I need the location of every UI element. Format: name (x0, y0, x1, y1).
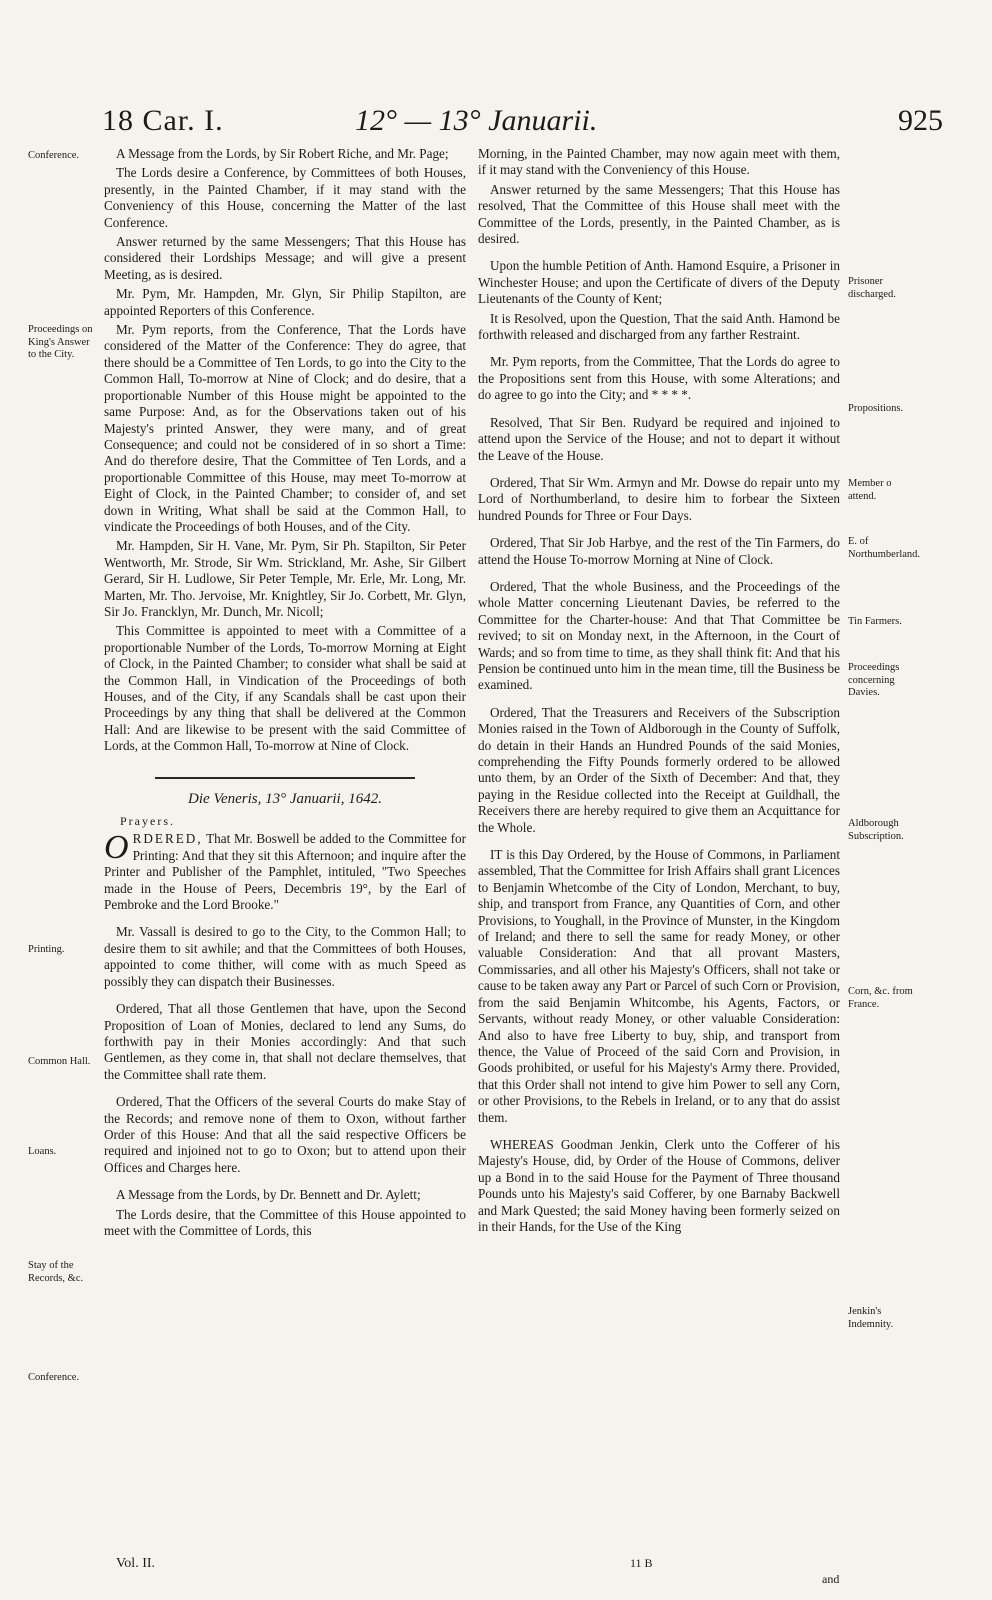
left-column (104, 146, 466, 1242)
paragraph: IT is this Day Ordered, by the House of Commons, in Parliament assembled, That the Committee for Irish Affairs shall grant Licences to Benjamin Whetcombe of the City of London, Merchant, to buy, ship, and transport from France, any Quantities of Corn, and other Provisions, to Youghall, in the Province of Munster, in the Kingdom of Ireland; and there to sell the same for ready Money, or other valuable Consideration: And that all provant Masters, Commissaries, and all other his Majesty's Officers, shall not take or cause to be taken away any Part or Parcel of such Corn or Provision, from the said Benjamin Whitcombe, his Agents, Factors, or Servants, without ready Money, or other valuable Consideration: And also to have free Liberty to buy, ship, and transport from thence, the Value of Proceed of the said Corn and Provision, in Goods prohibited, or useful for his Majesty's Army there. Provided, that this Order shall not intend to give him Power to sell any Corn, or other Provisions, to the Rebels in Ireland, or to any that do assist them. (478, 847, 840, 1125)
margin-note-loans: Loans. (28, 1146, 57, 1157)
paragraph: It is Resolved, upon the Question, That the said Anth. Hamond be forthwith released and discharged from any farther Restraint. (478, 310, 840, 343)
margin-note-stay-of-records: Stay of the Records, &c. (28, 1260, 84, 1284)
margin-note-northumberland: E. of Northumberland. (848, 536, 921, 560)
margin-note-propositions: Propositions. (848, 403, 904, 414)
paragraph: WHEREAS Goodman Jenkin, Clerk unto the Cofferer of his Majesty's House, did, by Order of the House of Commons, deliver up a Bond in to the said House for the Payment of Three thousand Pounds unto his Majesty's said Cofferer, by one Barnaby Backwell and Mark Quested; the said Money having been formerly seized on in their Hands, for the Use of the King (478, 1136, 840, 1234)
page-number: 925 (898, 104, 943, 137)
running-head-dates: 12° — 13° Januarii. (355, 104, 598, 137)
paragraph: Mr. Hampden, Sir H. Vane, Mr. Pym, Sir Ph. Stapilton, Sir Peter Wentworth, Mr. Strode, Sir Wm. Strickland, Mr. Ashe, Sir Gilbert Gerard, Sir H. Ludlowe, Sir Peter Temple, Mr. Erle, Mr. Long, Mr. Marten, Mr. Tho. Jervoise, Mr. Knightley, Sir Jo. Corbett, Mr. Glyn, Sir Jo. Francklyn, Mr. Dunch, Mr. Nicoll; (104, 538, 466, 619)
paragraph: Ordered, That the whole Business, and the Proceedings of the whole Matter concerning Lieutenant Davies, be referred to the Committee for the Charter-house: And that That Committee be revived; to sit on Monday next, in the Afternoon, in the Court of Wards; and so from time to time, as they shall think fit: And that his Pension be continued unto him in the mean time, till the Business be examined. (478, 578, 840, 693)
margin-note-jenkin: Jenkin's Indemnity. (848, 1306, 894, 1330)
paragraph: Morning, in the Painted Chamber, may now again meet with them, if it may stand with the Conveniency of this House. (478, 146, 840, 178)
catchword: and (822, 1572, 840, 1586)
paragraph: Ordered, That all those Gentlemen that have, upon the Second Proposition of Loan of Monies, declared to lend any Sums, do forthwith pay in their Monies accordingly: And that such Gentlemen, as they come in, that shall not declare themselves, that the Committee shall rate them. (104, 1001, 466, 1082)
day-heading: Die Veneris, 13° Januarii, 1642. (188, 790, 382, 807)
margin-note-member: Member o attend. (848, 478, 892, 502)
margin-note-tin-farmers: Tin Farmers. (848, 616, 902, 627)
running-head-regnal-year: 18 Car. I. (102, 104, 224, 137)
paragraph: Answer returned by the same Messengers; That this House has considered their Lordships Message; and will give a present Meeting, as is desired. (104, 234, 466, 282)
margin-note-proceedings: Proceedings on King's Answer to the City. (28, 324, 93, 360)
volume-marker: Vol. II. (116, 1556, 156, 1571)
paragraph: A Message from the Lords, by Dr. Bennett and Dr. Aylett; (116, 1187, 421, 1203)
paragraph: The Lords desire a Conference, by Committees of both Houses, presently, in the Painted Chamber, if it may stand with the Conveniency of this House, concerning the Matter of the last Conference. (104, 165, 466, 230)
paragraph: This Committee is appointed to meet with a Committee of a proportionable Number of the Lords, To-morrow Morning at Eight of Clock, in the Painted Chamber; to consider what shall be said at the Common Hall, in Vindication of the Proceedings of both Houses, and of the City, if any Scandals shall be cast upon their Proceedings by any thing that shall be delivered at the Common Hall: And are likewise to be present with the said Committee of Lords, at the Common Hall, To-morrow at Nine of Clock. (104, 623, 466, 754)
paragraph: Mr. Pym, Mr. Hampden, Mr. Glyn, Sir Philip Stapilton, are appointed Reporters of this Conference. (104, 286, 466, 318)
margin-note-conference-2: Conference. (28, 1372, 80, 1383)
ordered-caps: RDERED, (132, 831, 203, 847)
margin-note-printing: Printing. (28, 944, 65, 955)
ordered-text: That Mr. Boswell be added to the Committee for Printing: And that they sit this Afternoon; and inquire after the Printer and Publisher of the Pamphlet, intituled, "Two Speeches made in the House of Peers, Decembris 19°, by the Earl of Pembroke and the Lord Brooke." (104, 831, 466, 913)
prayers-heading: Prayers. (120, 814, 175, 829)
signature-mark: 11 B (630, 1556, 653, 1570)
right-column (478, 146, 840, 1238)
paragraph: Ordered, That Sir Wm. Armyn and Mr. Dowse do repair unto my Lord of Northumberland, to desire him to forbear the Sixteen hundred Pounds for Three or Four Days. (478, 474, 840, 523)
margin-note-prisoner: Prisoner discharged. (848, 276, 896, 300)
margin-note-davies: Proceedings concerning Davies. (848, 662, 900, 698)
margin-note-conference: Conference. (28, 150, 80, 161)
ordered-paragraph (104, 831, 466, 913)
paragraph: Ordered, That Sir Job Harbye, and the rest of the Tin Farmers, do attend the House To-morrow Morning at Nine of Clock. (478, 535, 840, 567)
paragraph: The Lords desire, that the Committee of this House appointed to meet with the Committee of Lords, this (104, 1206, 466, 1238)
paragraph: Ordered, That the Officers of the several Courts do make Stay of the Records; and remove none of them to Oxon, without farther Order of this House: And that all the said respective Officers be required and injoined not to go to Oxon; but to attend upon their Offices and Charges here. (104, 1094, 466, 1175)
drop-cap: O (104, 829, 129, 867)
paragraph: Mr. Pym reports, from the Committee, That the Lords do agree to the Propositions sent from this House, with some Alterations; and do agree to go into the City; and * * * *. (478, 354, 840, 403)
margin-note-common-hall: Common Hall. (28, 1056, 91, 1067)
paragraph: Resolved, That Sir Ben. Rudyard be required and injoined to attend upon the Service of the House; and not to depart it without the Leave of the House. (478, 414, 840, 463)
paragraph: Answer returned by the same Messengers; That this House has resolved, That the Committee of this House shall meet with the Committee of the Lords, presently, in the Painted Chamber, as is desired. (478, 181, 840, 247)
paragraph: Mr. Pym reports, from the Conference, That the Lords have considered of the Matter of the Conference: They do agree, that there should be a Committee of Ten Lords, to go into the City to the Common Hall, To-morrow at Nine of Clock; and do desire, that a proportionable Number of this House might be appointed to the same Purpose: And, as for the Observations taken out of his Majesty's printed Answer, they were many, and of great Consequence; and could not be considered of in so short a Time: And do therefore desire, That the Committee of Ten Lords, and a proportionable Committee of this House, may meet To-morrow at Eight of Clock, in the Painted Chamber; to consider of, and set down in Writing, What shall be said at the Common Hall, to vindicate the Proceedings of both Houses, and of the City. (104, 322, 466, 534)
paragraph: Upon the humble Petition of Anth. Hamond Esquire, a Prisoner in Winchester House; and upon the Certificate of divers of the Deputy Lieutenants of the County of Kent; (478, 258, 840, 307)
paragraph: A Message from the Lords, by Sir Robert Riche, and Mr. Page; (116, 146, 449, 161)
section-divider (155, 777, 415, 779)
margin-note-corn: Corn, &c. from France. (848, 986, 913, 1010)
paragraph: Mr. Vassall is desired to go to the City, to the Common Hall; to desire them to sit awhile; and that the Committees of both Houses, appointed to come thither, will come with as much Speed as possibly they can dispatch their Businesses. (104, 924, 466, 989)
margin-note-aldborough: Aldborough Subscription. (848, 818, 904, 842)
paragraph: Ordered, That the Treasurers and Receivers of the Subscription Monies raised in the Town of Aldborough in the County of Suffolk, do detain in their Hands an Hundred Pounds of the said Monies, comprehending the Fifty Pounds formerly ordered to be allowed unto them, by an Order of the Sixth of December: And that, they paying in the Residue collected into the Receipt at Guildhall, the Receivers there are hereby required to give them an Acquittance for the Whole. (478, 704, 840, 835)
